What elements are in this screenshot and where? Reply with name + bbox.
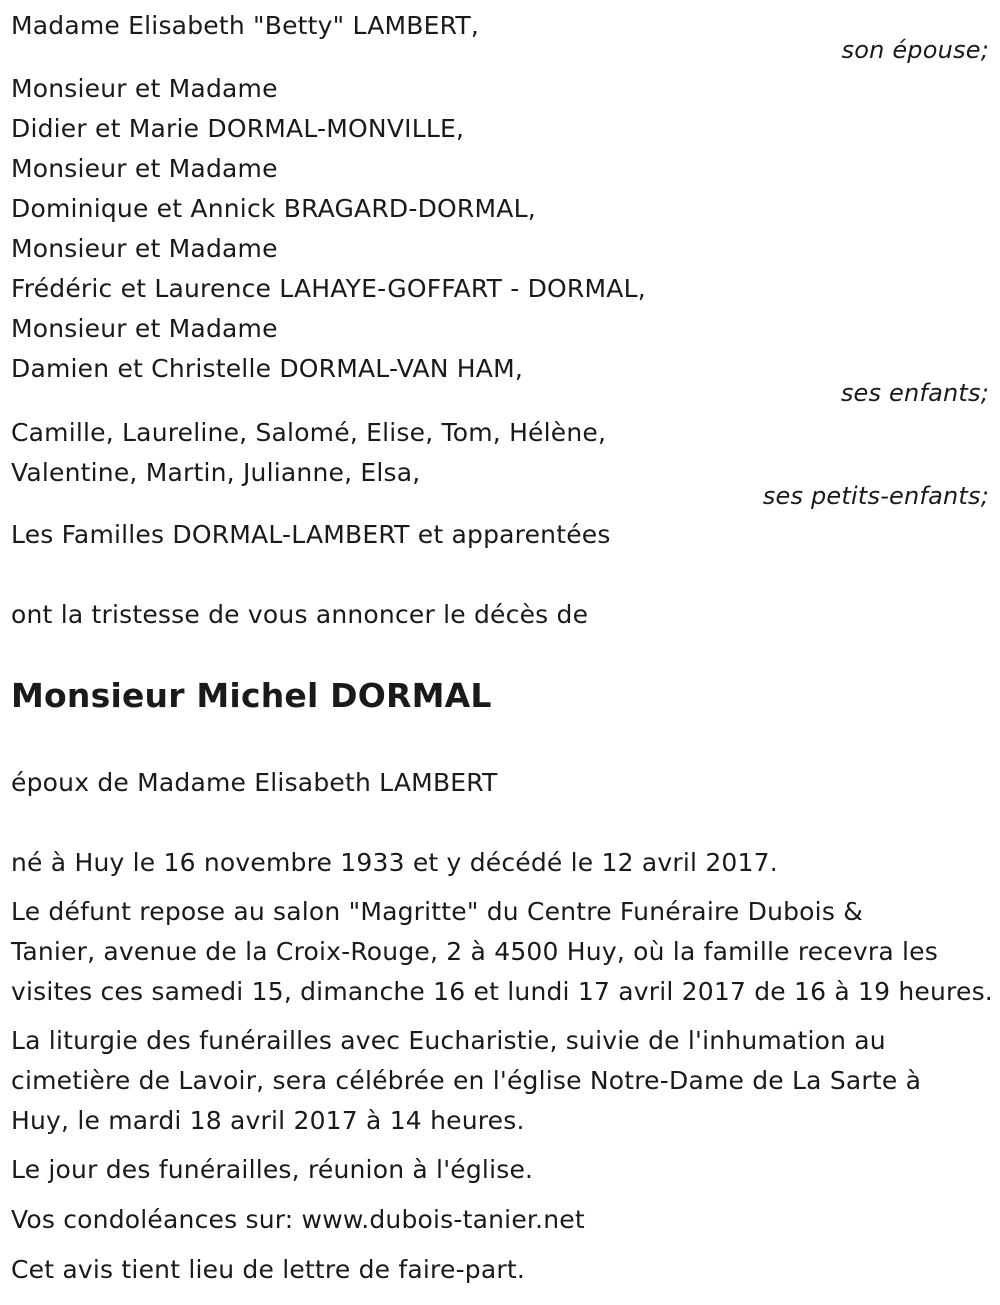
spouse-line: époux de Madame Elisabeth LAMBERT [11,768,498,797]
liturgy-line: Huy, le mardi 18 avril 2017 à 14 heures. [11,1106,525,1135]
meeting-line: Le jour des funérailles, réunion à l'église. [11,1155,534,1184]
child-line: Monsieur et Madame [11,74,278,103]
child-line: Monsieur et Madame [11,154,278,183]
child-line: Didier et Marie DORMAL-MONVILLE, [11,114,465,143]
child-line: Frédéric et Laurence LAHAYE-GOFFART - DORMAL, [11,274,646,303]
families-line: Les Familles DORMAL-LAMBERT et apparentées [11,520,611,549]
wife-role: son épouse; [841,36,989,64]
deceased-name: Monsieur Michel DORMAL [11,676,492,715]
liturgy-line: cimetière de Lavoir, sera célébrée en l'église Notre-Dame de La Sarte à [11,1066,922,1095]
grandchildren-line: Valentine, Martin, Julianne, Elsa, [11,458,421,487]
child-line: Monsieur et Madame [11,314,278,343]
liturgy-line: La liturgie des funérailles avec Eucharistie, suivie de l'inhumation au [11,1026,886,1055]
condolences-line: Vos condoléances sur: www.dubois-tanier.net [11,1205,585,1234]
child-line: Damien et Christelle DORMAL-VAN HAM, [11,354,524,383]
birth-death-line: né à Huy le 16 novembre 1933 et y décédé le 12 avril 2017. [11,848,778,877]
rest-line: visites ces samedi 15, dimanche 16 et lundi 17 avril 2017 de 16 à 19 heures. [11,977,993,1006]
announcement: ont la tristesse de vous annoncer le décès de [11,600,589,629]
wife-name: Madame Elisabeth "Betty" LAMBERT, [11,11,480,40]
grandchildren-role: ses petits-enfants; [762,482,989,510]
grandchildren-line: Camille, Laureline, Salomé, Elise, Tom, Hélène, [11,418,607,447]
child-line: Dominique et Annick BRAGARD-DORMAL, [11,194,536,223]
notice-line: Cet avis tient lieu de lettre de faire-part. [11,1255,526,1284]
child-line: Monsieur et Madame [11,234,278,263]
rest-line: Le défunt repose au salon "Magritte" du Centre Funéraire Dubois & [11,897,863,926]
children-role: ses enfants; [840,379,989,407]
rest-line: Tanier, avenue de la Croix-Rouge, 2 à 4500 Huy, où la famille recevra les [11,937,938,966]
